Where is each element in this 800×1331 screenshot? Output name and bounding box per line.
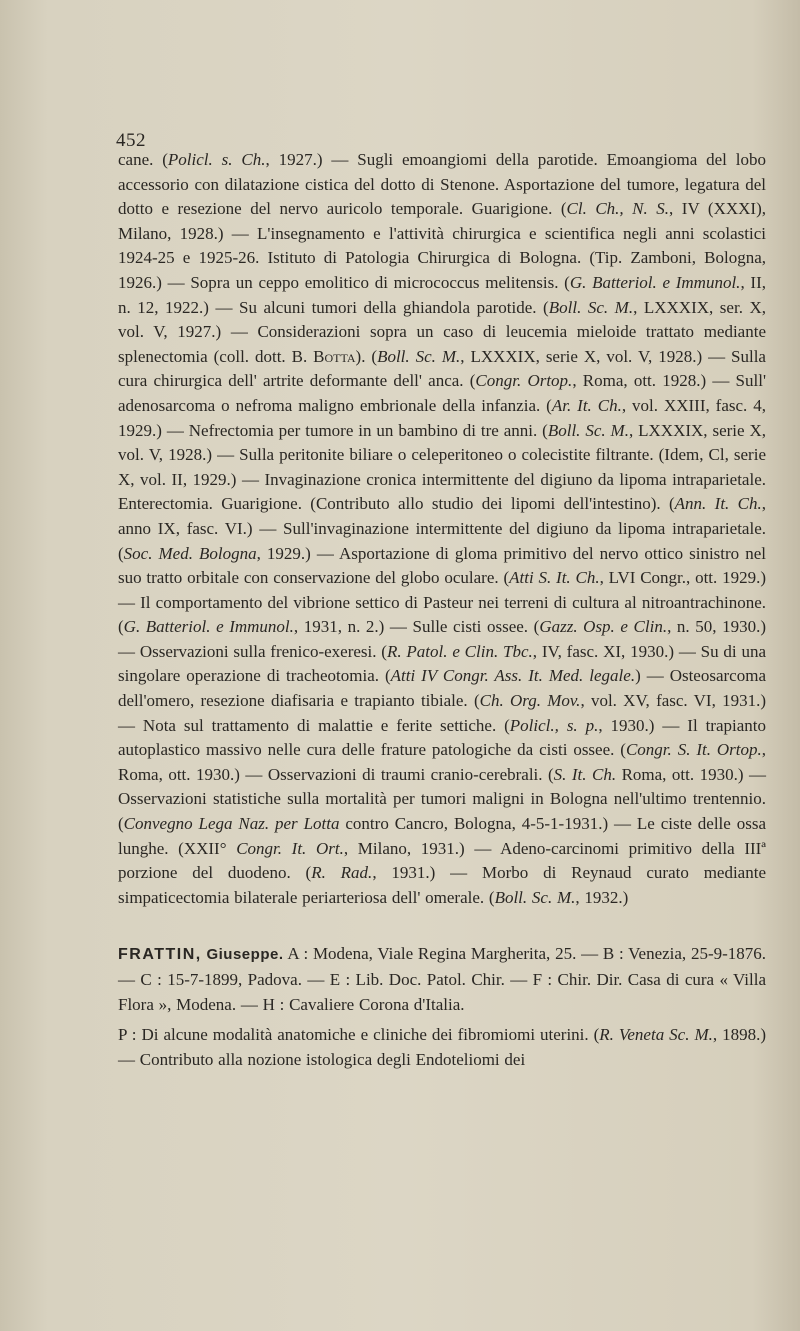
text-run: , IV (XXXI), Milano, 1928.) — L'insegnamento e l'attività chirurgica e scientifica negli anni scolastici 1924-25 e 1925-26. Istituto di Patologia Chirurgica di Bologna. (Tip. Zamboni, Bologna, 1926.) — Sopra un ceppo emolitico di micrococcus melitensis. ( [118, 199, 766, 292]
text-run: , 1898.) — Contributo alla nozione istologica degli Endoteliomi dei [118, 1025, 766, 1069]
citation-title: Cl. Ch., N. S. [566, 199, 670, 219]
text-run: , Roma, ott. 1930.) — Osservazioni di traumi cranio-cerebrali. ( [118, 740, 767, 784]
citation-title: R. Veneta Sc. M. [599, 1025, 713, 1045]
text-run: , Milano, 1931.) — Adeno-carcinomi primitivo della IIIª porzione del duodeno. ( [118, 838, 766, 883]
text-run: ) — Osteosarcoma dell'omero, resezione diafisaria e trapianto tibiale. ( [118, 666, 766, 711]
text-run: , 1927.) — Sugli emoangiomi della parotide. Emoangioma del lobo accessorio con dilatazione cistica del dotto di Stenone. Asportazione del tumore, legatura del dotto e resezione del nervo auricolo temporale. Guarigione. ( [118, 150, 766, 219]
biographical-entry [118, 942, 766, 1072]
citation-title: R. Rad. [311, 863, 373, 883]
entry-given-name: Giuseppe. [206, 946, 284, 964]
page-content [118, 148, 766, 1072]
entry-header [118, 942, 766, 1017]
text-run: , 1930.) — Il trapianto autoplastico massivo nelle cura delle frature patologiche da cisti ossee. ( [118, 715, 767, 760]
text-run: , LXXXIX, serie X, vol. V, 1928.) — Sulla cura chirurgica dell' artrite deformante dell' anca. ( [118, 346, 766, 391]
citation-title: Boll. Sc. M. [547, 420, 629, 440]
entry-details: A : Modena, Viale Regina Margherita, 25. — B : Venezia, 25-9-1876. — C : 15-7-1899, Padova. — E : Lib. Doc. Patol. Chir. — F : Chir. Dir. Casa di cura « Villa Flora », Modena. — H : Cavaliere Corona d'Italia. [118, 944, 767, 1014]
page-number: 452 [116, 130, 146, 151]
text-run: , 1932.) [575, 887, 629, 907]
citation-title: Gazz. Osp. e Clin. [539, 617, 668, 637]
citation-title: Congr. S. It. Ortop. [625, 740, 762, 760]
text-run: P : Di alcune modalità anatomiche e cliniche dei fibromiomi uterini. ( [118, 1025, 600, 1045]
citation-title: Boll. Sc. M. [548, 297, 634, 317]
text-run: Roma, ott. 1930.) — Osservazioni statistiche sulla mortalità per tumori maligni in Bologna nell'ultimo trentennio. ( [118, 764, 766, 834]
citation-title: Boll. Sc. M. [494, 887, 576, 907]
text-run: , Roma, ott. 1928.) — Sull' adenosarcoma o nefroma maligno embrionale della infanzia. ( [118, 371, 767, 415]
text-run: ). ( [355, 346, 378, 366]
author-name: Botta [313, 346, 356, 366]
continuation-paragraph [118, 148, 766, 910]
text-run: contro Cancro, Bologna, 4-5-1-1931.) — Le ciste delle ossa lunghe. (XXII° [118, 814, 767, 858]
text-run: , 1929.) — Asportazione di gloma primitivo del nervo ottico sinistro nel suo tratto orbitale con conservazione del globo oculare. ( [118, 543, 766, 588]
text-run: , anno IX, fasc. VI.) — Sull'invaginazione intermittente del digiuno da lipoma intraparietale. ( [118, 494, 766, 563]
text-run: , IV, fasc. XI, 1930.) — Su di una singolare operazione di tracheotomia. ( [118, 641, 766, 686]
text-run: , LXXXIX, ser. X, vol. V, 1927.) — Considerazioni sopra un caso di leucemia mieloide trattato mediante splenectomia (coll. dott. B. [118, 297, 766, 366]
citation-title: Policl., s. p. [509, 715, 599, 735]
text-run: , vol. XXIII, fasc. 4, 1929.) — Nefrectomia per tumore in un bambino di tre anni. ( [118, 395, 766, 440]
text-run: , LVI Congr., ott. 1929.) — Il comportamento del vibrione settico di Pasteur nei terreni di cultura al nitroantrachinone. ( [118, 568, 767, 637]
citation-title: Policl. s. Ch. [167, 150, 266, 169]
citation-title: Ch. Org. Mov. [479, 691, 581, 711]
text-run: , LXXXIX, serie X, vol. V, 1928.) — Sulla peritonite biliare o celeperitoneo o colecistite filtrante. (Idem, Cl, serie X, vol. II, 1929.) — Invaginazione cronica intermittente del digiuno da lipoma intraparietale. Enterectomia. Guarigione. (Contributo allo studio dei lipomi dell'intestino). ( [118, 420, 766, 514]
text-run: , vol. XV, fasc. VI, 1931.) — Nota sul trattamento di malattie e ferite settiche. ( [118, 691, 766, 735]
citation-title: S. It. Ch. [553, 764, 617, 784]
citation-title: Soc. Med. Bologna [123, 543, 257, 563]
citation-title: Boll. Sc. M. [377, 346, 461, 366]
citation-title: Ar. It. Ch. [551, 395, 622, 415]
text-run: , 1931.) — Morbo di Reynaud curato mediante simpaticectomia bilaterale periarteriosa dell' omerale. ( [118, 863, 767, 907]
text-run: , n. 50, 1930.) — Osservazioni sulla frenico-exeresi. ( [118, 617, 767, 661]
citation-title: G. Batteriol. e Immunol. [569, 272, 741, 292]
text-run: cane. ( [118, 150, 168, 169]
entry-surname: FRATTIN, [118, 946, 202, 964]
citation-title: Ann. It. Ch. [674, 494, 762, 514]
citation-title: Congr. It. Ort. [236, 838, 344, 858]
entry-publications [118, 1023, 766, 1072]
citation-title: R. Patol. e Clin. Tbc. [386, 641, 533, 661]
citation-title: Congr. Ortop. [475, 371, 573, 391]
citation-title: Atti IV Congr. Ass. It. Med. legale. [390, 666, 636, 686]
text-run: , II, n. 12, 1922.) — Su alcuni tumori della ghiandola parotide. ( [118, 272, 766, 317]
citation-title: Atti S. It. Ch. [509, 568, 600, 588]
citation-title: G. Batteriol. e Immunol. [123, 617, 294, 637]
citation-title: Convegno Lega Naz. per Lotta [123, 814, 340, 834]
text-run: , 1931, n. 2.) — Sulle cisti ossee. ( [293, 617, 540, 637]
